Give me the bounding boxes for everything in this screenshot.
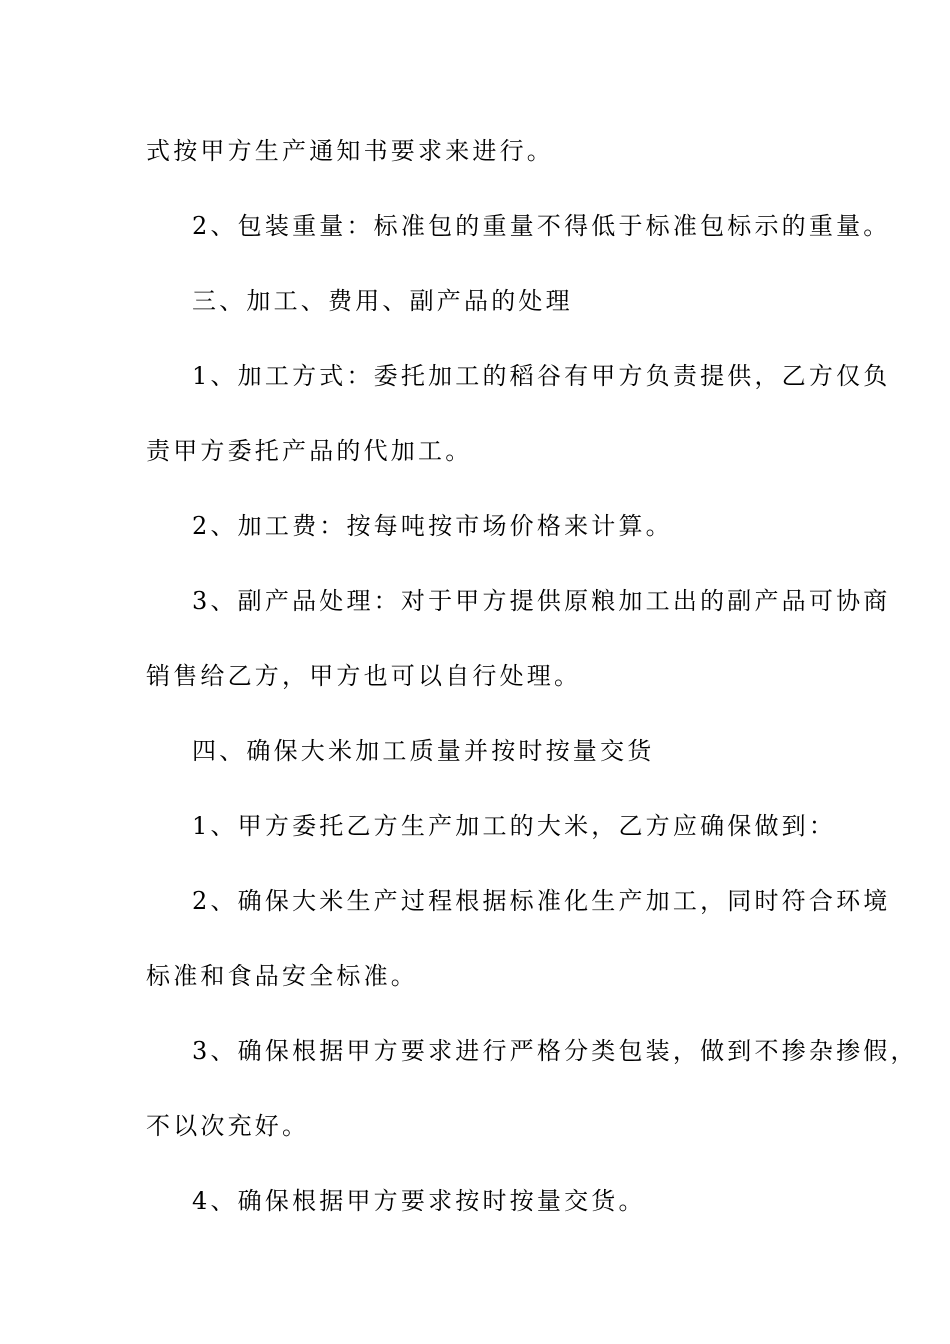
paragraph-continuation-production-notice: 式按甲方生产通知书要求来进行。: [146, 137, 554, 165]
clause-processing-fee: 2、加工费：按每吨按市场价格来计算。: [192, 512, 673, 540]
clause-packaging-classification-continued: 不以次充好。: [146, 1112, 310, 1140]
clause-standardized-production-continued: 标准和食品安全标准。: [146, 962, 418, 990]
clause-on-time-delivery: 4、确保根据甲方要求按时按量交货。: [192, 1187, 646, 1215]
clause-standardized-production: 2、确保大米生产过程根据标准化生产加工，同时符合环境: [192, 887, 891, 915]
clause-processing-method: 1、加工方式：委托加工的稻谷有甲方负责提供，乙方仅负: [192, 362, 891, 390]
clause-packaging-classification: 3、确保根据甲方要求进行严格分类包装，做到不掺杂掺假，: [192, 1037, 918, 1065]
clause-byproduct-handling: 3、副产品处理：对于甲方提供原粮加工出的副产品可协商: [192, 587, 891, 615]
clause-quality-commitment: 1、甲方委托乙方生产加工的大米，乙方应确保做到：: [192, 812, 837, 840]
clause-processing-method-continued: 责甲方委托产品的代加工。: [146, 437, 473, 465]
clause-byproduct-handling-continued: 销售给乙方，甲方也可以自行处理。: [146, 662, 582, 690]
section-heading-quality-and-delivery: 四、确保大米加工质量并按时按量交货: [192, 737, 655, 765]
clause-packaging-weight: 2、包装重量：标准包的重量不得低于标准包标示的重量。: [192, 212, 891, 240]
section-heading-processing-fees-byproducts: 三、加工、费用、副产品的处理: [192, 287, 573, 315]
